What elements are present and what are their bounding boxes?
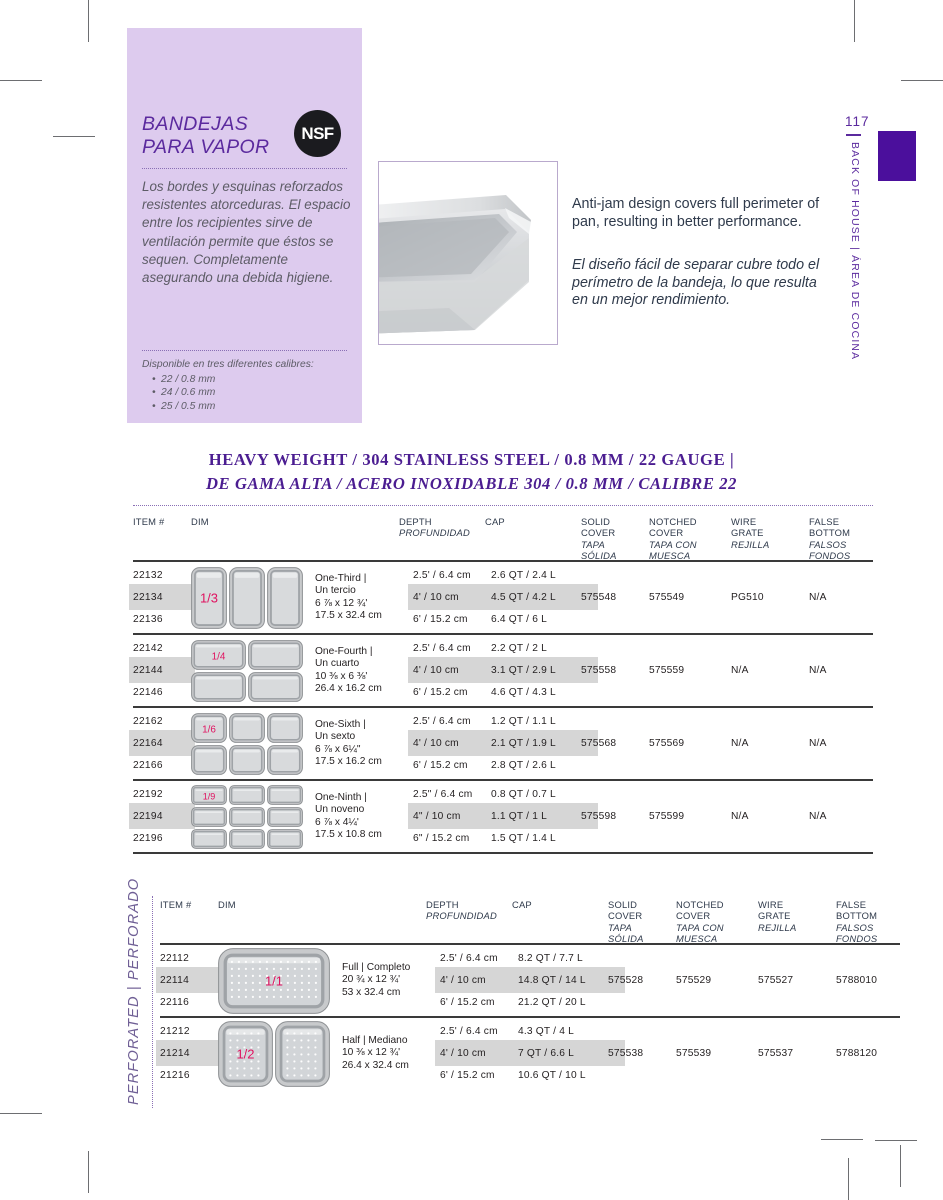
pan-thumbnail-icon xyxy=(191,745,227,775)
col-header-item: ITEM # xyxy=(133,516,165,527)
gauge-list-item: • 22 / 0.8 mm xyxy=(152,373,357,387)
item-number: 22114 xyxy=(160,975,190,986)
page-title-line2: PARA VAPOR xyxy=(142,136,270,158)
depth-value: 2.5' / 6.4 cm xyxy=(440,1026,498,1037)
capacity-value: 21.2 QT / 20 L xyxy=(518,997,586,1008)
table-heavy-weight xyxy=(133,512,873,854)
item-number: 22116 xyxy=(160,997,190,1008)
crop-mark-inner-bottom-right-v xyxy=(848,1158,849,1200)
pan-size-name-line: Un noveno xyxy=(315,804,365,816)
pan-size-name-line: 10 ⅜ x 12 ¾' xyxy=(342,1047,401,1059)
capacity-value: 1.1 QT / 1 L xyxy=(491,811,548,822)
pan-size-name-line: 17.5 x 10.8 cm xyxy=(315,828,382,840)
depth-value: 2.5' / 6.4 cm xyxy=(413,643,471,654)
table-row-group xyxy=(133,706,873,779)
solid-cover-part-number: 575548 xyxy=(581,592,617,603)
table-row-group xyxy=(133,633,873,706)
table-row-group xyxy=(160,943,900,1016)
col-header-solid-cover xyxy=(581,516,617,562)
gauge-list xyxy=(142,373,357,414)
pan-fraction-label: 1/9 xyxy=(202,791,216,801)
pan-thumbnail-icon xyxy=(267,567,303,629)
solid-cover-part-number: 575558 xyxy=(581,665,617,676)
pan-size-name-line: 26.4 x 32.4 cm xyxy=(342,1059,409,1071)
pan-fraction-label: 1/6 xyxy=(202,724,216,735)
wire-grate-es: REJILLA xyxy=(758,921,797,933)
crop-mark-top-right-h xyxy=(901,80,943,81)
divider-top xyxy=(142,168,347,169)
pan-thumbnail-icon xyxy=(267,807,303,827)
notched-cover-en2: COVER xyxy=(676,910,711,922)
wire-grate-part-number: N/A xyxy=(731,665,749,676)
col-header-depth-es: PROFUNDIDAD xyxy=(399,527,470,539)
pan-fraction-label: 1/4 xyxy=(211,651,226,662)
depth-value: 4' / 10 cm xyxy=(413,592,459,603)
capacity-value: 1.5 QT / 1.4 L xyxy=(491,833,556,844)
false-bottom-es1: FALSOS xyxy=(836,921,874,933)
pan-thumbnail-icon xyxy=(191,807,227,827)
pan-thumbnail-icon xyxy=(267,785,303,805)
false-bottom-part-number: N/A xyxy=(809,592,827,603)
item-number: 22136 xyxy=(133,614,163,625)
item-number: 21212 xyxy=(160,1026,190,1037)
col-header-notched-cover xyxy=(649,516,697,562)
pan-size-diagram xyxy=(191,785,303,849)
pan-size-name xyxy=(342,1035,409,1072)
pan-thumbnail-icon xyxy=(191,829,227,849)
wire-grate-en2: GRATE xyxy=(731,527,764,539)
item-number: 22112 xyxy=(160,953,190,964)
pan-size-name-line: One-Fourth | xyxy=(315,645,373,657)
notched-cover-part-number: 575559 xyxy=(649,665,685,676)
col-header-depth xyxy=(426,899,497,922)
intro-body-text: Los bordes y esquinas reforzados resistentes atorceduras. El espacio entre los recipientes sirve de ventilación permite que éstos se sequen. Completamente asegurando una debida higiene. xyxy=(142,179,351,286)
table-row-group xyxy=(160,1016,900,1089)
solid-cover-en2: COVER xyxy=(608,910,643,922)
divider-bottom xyxy=(142,350,347,351)
wire-grate-en2: GRATE xyxy=(758,910,791,922)
pan-thumbnail-icon xyxy=(191,672,246,702)
pan-size-name-line: 17.5 x 32.4 cm xyxy=(315,609,382,621)
crop-mark-top-left-h xyxy=(0,80,42,81)
col-header-false-bottom xyxy=(836,899,877,945)
pan-size-diagram xyxy=(218,948,330,1014)
item-number: 22192 xyxy=(133,789,163,800)
item-number: 22162 xyxy=(133,716,163,727)
wire-grate-en1: WIRE xyxy=(758,899,784,910)
perforated-section-label: PERFORATED | PERFORADO xyxy=(126,877,142,1105)
pan-size-name-line: One-Sixth | xyxy=(315,718,366,730)
solid-cover-part-number: 575538 xyxy=(608,1048,644,1059)
depth-value: 6' / 15.2 cm xyxy=(413,760,468,771)
table-row-group xyxy=(133,779,873,852)
pan-thumbnail-icon xyxy=(191,713,227,743)
crop-mark-top-left-v xyxy=(88,0,89,42)
false-bottom-en2: BOTTOM xyxy=(809,527,851,539)
wire-grate-en1: WIRE xyxy=(731,516,757,527)
gauge-availability xyxy=(142,358,357,413)
notched-cover-en1: NOTCHED xyxy=(676,899,724,910)
table-perforated xyxy=(160,895,900,1089)
capacity-value: 6.4 QT / 6 L xyxy=(491,614,548,625)
solid-cover-part-number: 575528 xyxy=(608,975,644,986)
table-body xyxy=(160,943,900,1089)
depth-value: 4' / 10 cm xyxy=(413,738,459,749)
pan-thumbnail-icon xyxy=(191,567,227,629)
item-number: 21214 xyxy=(160,1048,190,1059)
capacity-value: 0.8 QT / 0.7 L xyxy=(491,789,556,800)
col-header-depth-en: DEPTH xyxy=(426,899,459,910)
solid-cover-en2: COVER xyxy=(581,527,616,539)
table-row-group xyxy=(133,560,873,633)
capacity-value: 14.8 QT / 14 L xyxy=(518,975,586,986)
notched-cover-en1: NOTCHED xyxy=(649,516,697,527)
depth-value: 6' / 15.2 cm xyxy=(413,614,468,625)
pan-size-name-line: 26.4 x 16.2 cm xyxy=(315,682,382,694)
notched-cover-part-number: 575549 xyxy=(649,592,685,603)
false-bottom-en1: FALSE xyxy=(809,516,840,527)
pan-size-name-line: Un cuarto xyxy=(315,658,360,670)
capacity-value: 2.2 QT / 2 L xyxy=(491,643,548,654)
pan-size-name xyxy=(315,792,382,842)
col-header-item: ITEM # xyxy=(160,899,192,910)
false-bottom-es2: FONDOS xyxy=(836,933,878,945)
col-header-false-bottom xyxy=(809,516,850,562)
pan-size-name-line: Un tercio xyxy=(315,585,356,597)
col-header-solid-cover xyxy=(608,899,644,945)
pan-size-diagram xyxy=(191,713,303,775)
gauge-list-item: • 25 / 0.5 mm xyxy=(152,400,357,414)
pan-thumbnail-icon xyxy=(229,745,265,775)
depth-value: 2.5" / 6.4 cm xyxy=(413,789,473,800)
page-number: 117 xyxy=(845,114,870,129)
section-heading xyxy=(0,450,943,494)
crop-mark-inner-top-left-h xyxy=(53,136,95,137)
col-header-wire-grate xyxy=(758,899,796,933)
solid-cover-es2: SÓLIDA xyxy=(581,550,617,562)
pan-thumbnail-icon xyxy=(267,713,303,743)
capacity-value: 2.8 QT / 2.6 L xyxy=(491,760,556,771)
pan-size-name-line: 6 ⅞ x 6¼" xyxy=(315,743,361,755)
notched-cover-es2: MUESCA xyxy=(676,933,718,945)
depth-value: 6' / 15.2 cm xyxy=(440,997,495,1008)
pan-thumbnail-icon xyxy=(267,829,303,849)
capacity-value: 1.2 QT / 1.1 L xyxy=(491,716,556,727)
gauge-availability-label: Disponible en tres diferentes calibres: xyxy=(142,359,314,370)
pan-size-name-line: 17.5 x 16.2 cm xyxy=(315,755,382,767)
depth-value: 2.5' / 6.4 cm xyxy=(413,570,471,581)
col-header-depth-es: PROFUNDIDAD xyxy=(426,910,497,922)
pan-thumbnail-icon xyxy=(229,807,265,827)
intro-panel xyxy=(127,28,362,423)
wire-grate-es: REJILLA xyxy=(731,538,770,550)
pan-thumbnail-icon xyxy=(191,785,227,805)
pan-size-name xyxy=(315,646,382,696)
wire-grate-part-number: 575537 xyxy=(758,1048,794,1059)
capacity-value: 7 QT / 6.6 L xyxy=(518,1048,575,1059)
pan-size-name-line: 10 ⅜ x 6 ⅜' xyxy=(315,670,368,682)
perforated-dotted-rule xyxy=(152,896,153,1108)
pan-size-name-line: 6 ⅞ x 4¼' xyxy=(315,816,359,828)
crop-mark-bottom-right-v xyxy=(900,1145,901,1187)
notched-cover-es1: TAPA CON xyxy=(649,538,697,550)
depth-value: 2.5' / 6.4 cm xyxy=(413,716,471,727)
section-tab-color-block xyxy=(878,131,916,181)
col-header-depth xyxy=(399,516,470,539)
notched-cover-part-number: 575599 xyxy=(649,811,685,822)
pan-fraction-label: 1/2 xyxy=(236,1046,255,1061)
depth-value: 6' / 15.2 cm xyxy=(413,687,468,698)
item-number: 22164 xyxy=(133,738,163,749)
pan-thumbnail-icon xyxy=(218,1021,273,1087)
item-number: 22134 xyxy=(133,592,163,603)
false-bottom-part-number: N/A xyxy=(809,665,827,676)
capacity-value: 2.1 QT / 1.9 L xyxy=(491,738,556,749)
pan-size-name-line: One-Third | xyxy=(315,572,367,584)
pan-fraction-label: 1/3 xyxy=(199,590,219,605)
page-title xyxy=(142,113,270,159)
wire-grate-part-number: 575527 xyxy=(758,975,794,986)
col-header-dim: DIM xyxy=(218,899,236,910)
false-bottom-part-number: N/A xyxy=(809,811,827,822)
col-header-cap: CAP xyxy=(512,899,532,910)
item-number: 22194 xyxy=(133,811,163,822)
pan-thumbnail-icon xyxy=(267,745,303,775)
col-header-cap: CAP xyxy=(485,516,505,527)
item-number: 22132 xyxy=(133,570,163,581)
pan-size-name-line: One-Ninth | xyxy=(315,791,367,803)
steam-pan-product-photo xyxy=(378,161,558,345)
notched-cover-part-number: 575539 xyxy=(676,1048,712,1059)
solid-cover-part-number: 575598 xyxy=(581,811,617,822)
table-top-dotted-rule xyxy=(133,505,873,506)
caption-english: Anti-jam design covers full perimeter of pan, resulting in better performance. xyxy=(572,196,820,230)
pan-size-diagram xyxy=(218,1021,330,1087)
capacity-value: 10.6 QT / 10 L xyxy=(518,1070,586,1081)
section-heading-english: HEAVY WEIGHT / 304 STAINLESS STEEL / 0.8 MM / 22 GAUGE | xyxy=(208,450,735,469)
pan-size-name-line: Full | Completo xyxy=(342,961,411,973)
false-bottom-es2: FONDOS xyxy=(809,550,851,562)
crop-mark-inner-bottom-right-h xyxy=(821,1139,863,1140)
gauge-list-item: • 24 / 0.6 mm xyxy=(152,386,357,400)
pan-thumbnail-icon xyxy=(191,640,246,670)
capacity-value: 4.5 QT / 4.2 L xyxy=(491,592,556,603)
solid-cover-part-number: 575568 xyxy=(581,738,617,749)
capacity-value: 3.1 QT / 2.9 L xyxy=(491,665,556,676)
depth-value: 4' / 10 cm xyxy=(440,975,486,986)
pan-thumbnail-icon xyxy=(229,829,265,849)
crop-mark-top-right-v xyxy=(854,0,855,42)
pan-size-diagram xyxy=(191,640,303,702)
solid-cover-es1: TAPA xyxy=(581,538,605,550)
crop-mark-bottom-left-h xyxy=(0,1113,42,1114)
nsf-badge-label: NSF xyxy=(301,124,334,143)
depth-value: 4" / 10 cm xyxy=(413,811,461,822)
wire-grate-part-number: PG510 xyxy=(731,592,764,603)
capacity-value: 2.6 QT / 2.4 L xyxy=(491,570,556,581)
depth-value: 2.5' / 6.4 cm xyxy=(440,953,498,964)
pan-size-name-line: Un sexto xyxy=(315,731,356,743)
pan-size-name xyxy=(342,962,410,999)
false-bottom-en2: BOTTOM xyxy=(836,910,878,922)
pan-size-name xyxy=(315,573,382,623)
solid-cover-es1: TAPA xyxy=(608,921,632,933)
page-number-rule xyxy=(846,134,861,136)
capacity-value: 4.6 QT / 4.3 L xyxy=(491,687,556,698)
wire-grate-part-number: N/A xyxy=(731,738,749,749)
crop-mark-bottom-right-h xyxy=(875,1140,917,1141)
false-bottom-part-number: 5788120 xyxy=(836,1048,878,1059)
false-bottom-part-number: N/A xyxy=(809,738,827,749)
col-header-wire-grate xyxy=(731,516,769,550)
section-heading-spanish: DE GAMA ALTA / ACERO INOXIDABLE 304 / 0.8 MM / CALIBRE 22 xyxy=(205,474,738,493)
notched-cover-es2: MUESCA xyxy=(649,550,691,562)
pan-thumbnail-icon xyxy=(229,713,265,743)
table-header-row xyxy=(133,512,873,560)
wire-grate-part-number: N/A xyxy=(731,811,749,822)
notched-cover-es1: TAPA CON xyxy=(676,921,724,933)
caption-spanish: El diseño fácil de separar cubre todo el perímetro de la bandeja, lo que resulta en un mejor rendimiento. xyxy=(572,257,820,309)
crop-mark-bottom-left-v xyxy=(88,1151,89,1193)
col-header-dim: DIM xyxy=(191,516,209,527)
pan-thumbnail-icon xyxy=(248,672,303,702)
pan-size-name xyxy=(315,719,382,769)
pan-thumbnail-icon xyxy=(275,1021,330,1087)
notched-cover-part-number: 575569 xyxy=(649,738,685,749)
false-bottom-en1: FALSE xyxy=(836,899,867,910)
capacity-value: 4.3 QT / 4 L xyxy=(518,1026,575,1037)
notched-cover-en2: COVER xyxy=(649,527,684,539)
item-number: 22196 xyxy=(133,833,163,844)
nsf-certification-icon xyxy=(294,110,341,157)
page-title-line1: BANDEJAS xyxy=(142,113,249,135)
table-header-row xyxy=(160,895,900,943)
item-number: 22146 xyxy=(133,687,163,698)
solid-cover-en1: SOLID xyxy=(608,899,638,910)
pan-size-name-line: Half | Mediano xyxy=(342,1034,408,1046)
notched-cover-part-number: 575529 xyxy=(676,975,712,986)
item-number: 21216 xyxy=(160,1070,190,1081)
false-bottom-part-number: 5788010 xyxy=(836,975,878,986)
section-tab-label: BACK OF HOUSE | ÁREA DE COCINA xyxy=(849,142,860,361)
depth-value: 6' / 15.2 cm xyxy=(440,1070,495,1081)
depth-value: 6" / 15.2 cm xyxy=(413,833,470,844)
solid-cover-en1: SOLID xyxy=(581,516,611,527)
item-number: 22144 xyxy=(133,665,163,676)
item-number: 22142 xyxy=(133,643,163,654)
table-bottom-rule xyxy=(133,852,873,854)
pan-fraction-label: 1/1 xyxy=(264,973,284,988)
pan-size-name-line: 6 ⅞ x 12 ¾' xyxy=(315,597,368,609)
pan-thumbnail-icon xyxy=(229,567,265,629)
pan-thumbnail-icon xyxy=(248,640,303,670)
table-body xyxy=(133,560,873,854)
col-header-notched-cover xyxy=(676,899,724,945)
solid-cover-es2: SÓLIDA xyxy=(608,933,644,945)
depth-value: 4' / 10 cm xyxy=(440,1048,486,1059)
false-bottom-es1: FALSOS xyxy=(809,538,847,550)
pan-size-name-line: 53 x 32.4 cm xyxy=(342,986,401,998)
capacity-value: 8.2 QT / 7.7 L xyxy=(518,953,583,964)
steam-pan-illustration xyxy=(379,162,557,344)
col-header-depth-en: DEPTH xyxy=(399,516,432,527)
pan-thumbnail-icon xyxy=(229,785,265,805)
pan-size-diagram xyxy=(191,567,303,629)
pan-size-name-line: 20 ¾ x 12 ¾' xyxy=(342,974,401,986)
depth-value: 4' / 10 cm xyxy=(413,665,459,676)
item-number: 22166 xyxy=(133,760,163,771)
pan-thumbnail-icon xyxy=(218,948,330,1014)
